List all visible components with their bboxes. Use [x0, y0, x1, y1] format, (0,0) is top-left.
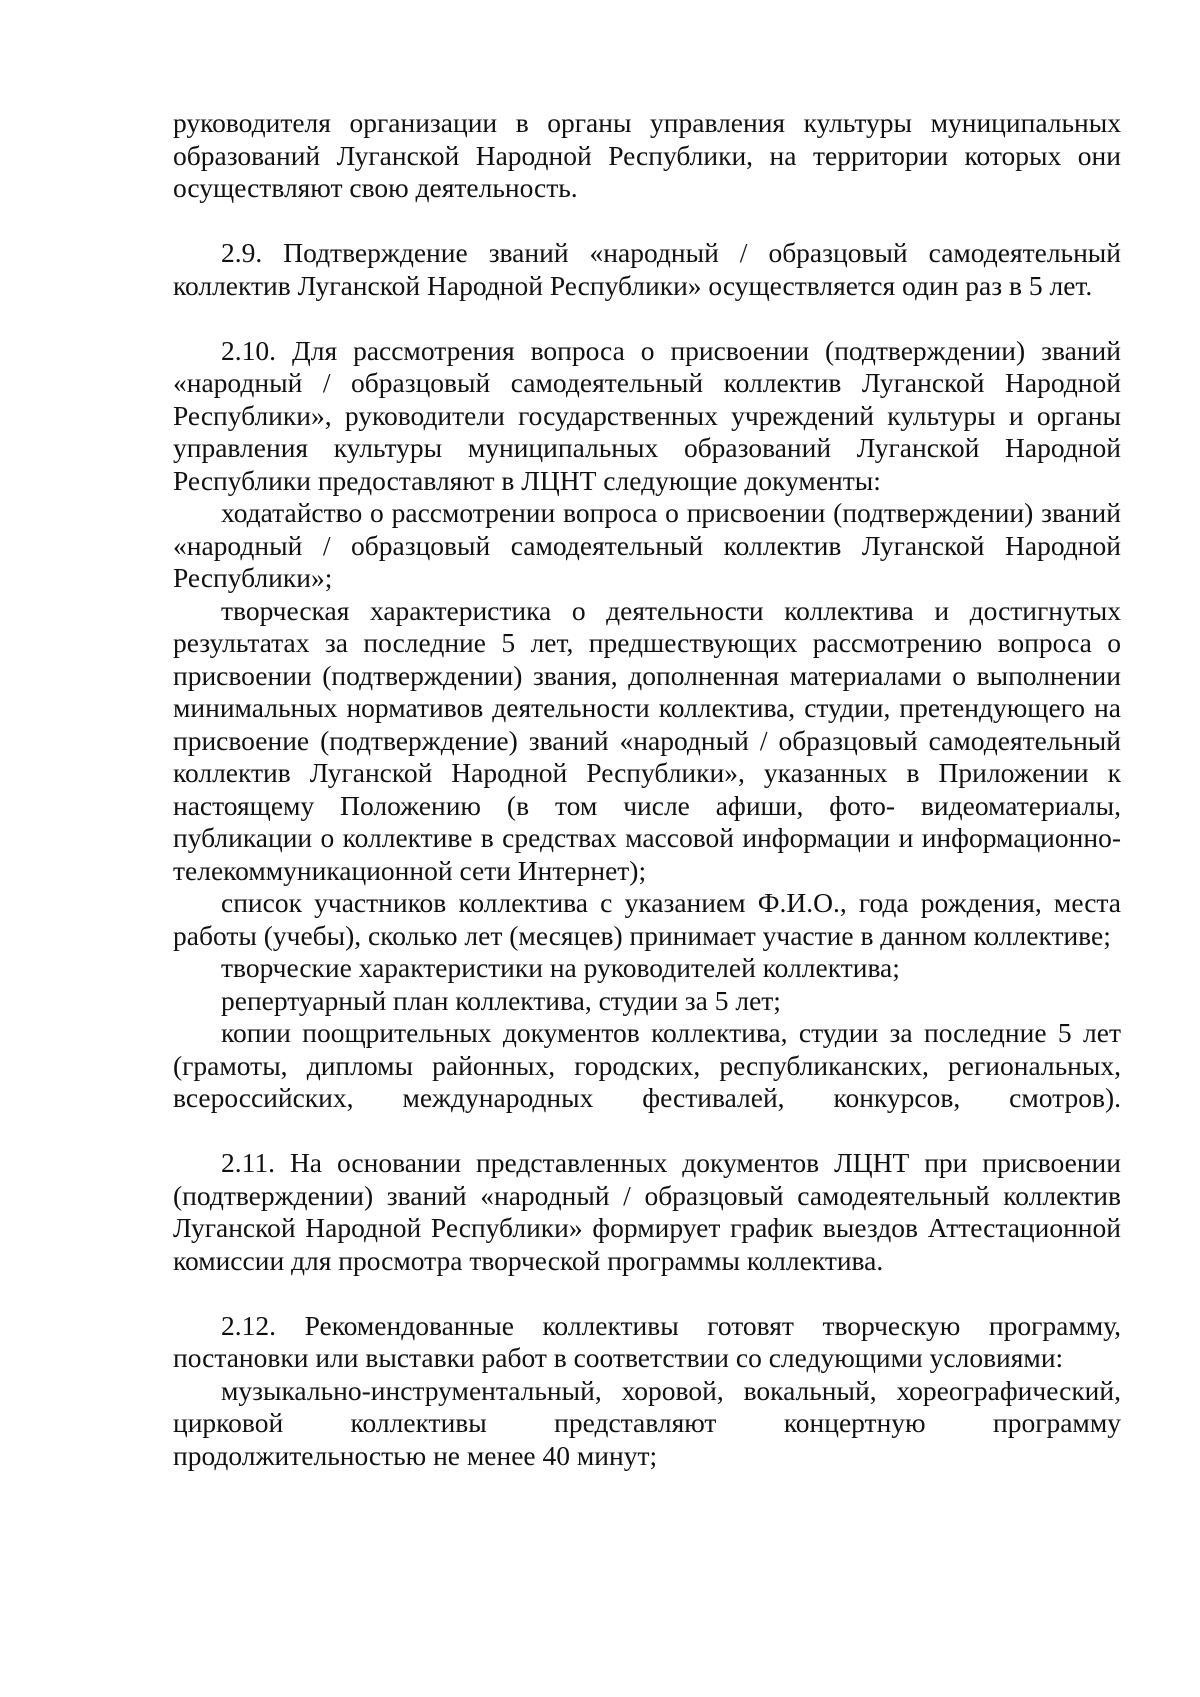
list-item-repertoire-plan: репертуарный план коллектива, студии за 5 лет; [221, 984, 781, 1016]
list-item-petition: ходатайство о рассмотрении вопроса о присвоении (подтверждении) званий «народный / образцовый самодеятельный коллектив Луганской Народной Республики»; [173, 497, 1121, 593]
paragraph-2-10: 2.10. Для рассмотрения вопроса о присвоении (подтверждении) званий «народный / образцовый самодеятельный коллектив Луганской Народной Республики», руководители государственных учреждений культуры и органы управления культуры муниципальных образований Луганской Народной Республики предоставляют в ЛЦНТ следующие документы: [173, 334, 1121, 496]
list-item-leader-characteristics: творческие характеристики на руководителей коллектива; [221, 952, 900, 983]
list-item-music-collectives: музыкально-инструментальный, хоровой, вокальный, хореографический, цирковой коллективы представляют концертную программу продолжительностью не менее 40 минут; [173, 1374, 1121, 1471]
list-item-participants-list: список участников коллектива с указанием Ф.И.О., года рождения, места работы (учебы), сколько лет (месяцев) принимает участие в данном коллективе; [173, 887, 1121, 951]
paragraph-2-12: 2.12. Рекомендованные коллективы готовят творческую программу, постановки или выставки работ в соответствии со следующими условиями: [173, 1309, 1121, 1373]
list-item-creative-characteristic: творческая характеристика о деятельности коллектива и достигнутых результатах за последние 5 лет, предшествующих рассмотрению вопроса о присвоении (подтверждении) звания, дополненная материалами о выполнении минимальных нормативов деятельности коллектива, студии, претендующего на присвоение (подтверждение) званий «народный / образцовый самодеятельный коллектив Луганской Народной Республики», указанных в Приложении к настоящему Положению (в том числе афиши, фото- видеоматериалы, публикации о коллективе в средствах массовой информации и информационно-телекоммуникационной сети Интернет); [173, 594, 1121, 886]
paragraph-2-9: 2.9. Подтверждение званий «народный / образцовый самодеятельный коллектив Луганской Народной Республики» осуществляется один раз в 5 лет. [173, 237, 1121, 301]
paragraph-continuation: руководителя организации в органы управления культуры муниципальных образований Луганской Народной Республики, на территории которых они осуществляют свою деятельность. [173, 107, 1121, 203]
list-item-award-copies: копии поощрительных документов коллектива, студии за последние 5 лет (грамоты, дипломы районных, городских, республиканских, региональных, всероссийских, международных фестивалей, конкурсов, смотров). [173, 1017, 1121, 1113]
paragraph-2-11: 2.11. На основании представленных документов ЛЦНТ при присвоении (подтверждении) званий «народный / образцовый самодеятельный коллектив Луганской Народной Республики» формирует график выездов Аттестационной комиссии для просмотра творческой программы коллектива. [173, 1147, 1121, 1276]
document-page [173, 107, 1121, 1472]
